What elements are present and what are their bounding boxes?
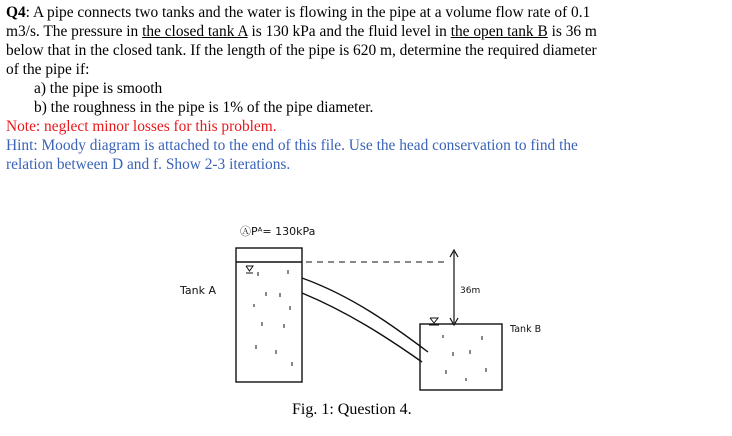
note-text: Note: neglect minor losses for this problem.: [6, 118, 277, 135]
closed-tank-a-text: the closed tank A: [142, 23, 248, 40]
open-tank-b-text: the open tank B: [450, 23, 548, 40]
tank-b-label: Tank B: [510, 324, 542, 335]
tank-a-label: Tank A: [180, 284, 217, 297]
tank-a-water-surface-icon: [246, 266, 253, 273]
height-label: 36m: [460, 286, 481, 296]
pressure-label: ⒶPᴬ= 130kPa: [240, 225, 316, 238]
tank-a: [236, 248, 302, 382]
question-line-2: m3/s. The pressure in the closed tank A is 130 kPa and the fluid level in the open tank B is 36 m: [6, 23, 597, 40]
tank-b: [420, 324, 502, 390]
question-line-1: Q4: A pipe connects two tanks and the water is flowing in the pipe at a volume flow rate of 0.1: [6, 4, 591, 21]
question-line-4: of the pipe if:: [6, 61, 90, 78]
tank-b-water-hatching: [443, 335, 486, 381]
hint-line-2: relation between D and f. Show 2-3 iterations.: [6, 156, 291, 173]
question-line-3: below that in the closed tank. If the length of the pipe is 620 m, determine the required diameter: [6, 42, 597, 59]
height-dimension-arrow: [450, 250, 458, 325]
question-label: Q4: [6, 4, 26, 21]
tank-a-water-hatching: [254, 270, 292, 366]
figure-caption: Fig. 1: Question 4.: [292, 401, 412, 418]
item-a: a) the pipe is smooth: [34, 80, 163, 97]
hint-line-1: Hint: Moody diagram is attached to the end of this file. Use the head conservation to find the: [6, 137, 578, 154]
connecting-pipe: [302, 278, 428, 362]
item-b: b) the roughness in the pipe is 1% of the pipe diameter.: [34, 99, 374, 116]
